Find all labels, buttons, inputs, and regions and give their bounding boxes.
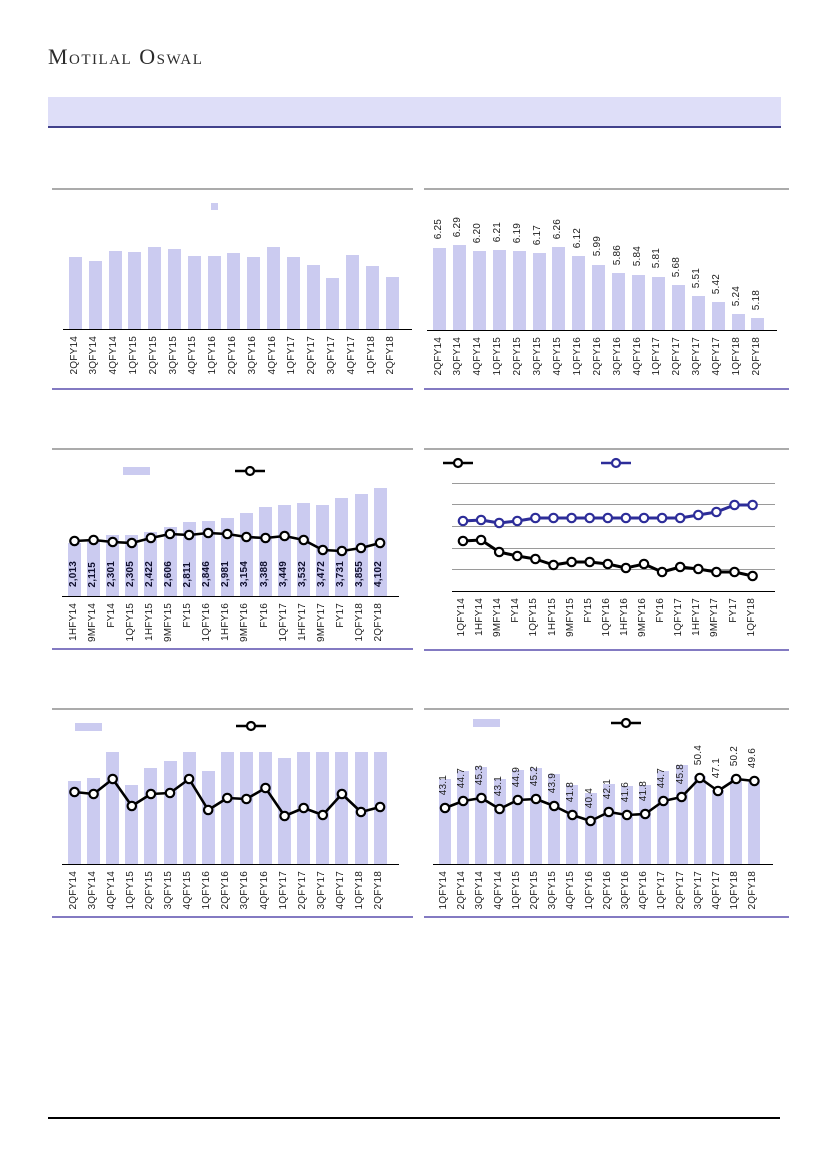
bar [183,752,196,864]
legend-line-swatch [236,720,266,732]
x-axis-label: FY15 [182,603,194,628]
bar [69,257,82,329]
x-axis-label: 2QFY16 [601,871,613,910]
legend-line-swatch [601,457,631,469]
x-axis-label: 1QFY15 [492,337,504,376]
bar [672,285,685,330]
chart-bottom-left-bar-line [52,708,413,918]
bar-value-label: 4,102 [373,560,385,587]
x-axis-label: 2QFY17 [306,336,318,375]
x-axis-label: 1QFY16 [207,336,219,375]
bar-value-label: 5.51 [691,268,703,289]
bar-value-label: 2,422 [143,560,155,587]
bar [109,251,122,329]
x-axis-line [433,864,773,865]
x-axis-label: 3QFY16 [620,871,631,910]
x-axis-line [62,596,399,597]
x-axis-label: 4QFY15 [182,871,194,910]
title-banner [48,97,781,128]
x-axis-label: 1QFY17 [286,336,298,375]
x-axis-label: 2QFY18 [373,871,385,910]
x-axis-line [452,591,775,592]
x-axis-label: FY15 [582,598,594,623]
bar-value-label: 6.25 [432,219,444,240]
x-axis-label: 9MFY15 [163,603,174,642]
bar [221,752,234,864]
x-axis-label: 2QFY17 [296,871,308,910]
bar-value-label: 5.42 [711,274,723,295]
x-axis-label: 1QFY16 [201,603,213,642]
x-axis-label: 3QFY14 [474,871,486,910]
chart-middle-right-lines [424,448,789,651]
x-axis-label: 1QFY16 [201,871,213,910]
bar [106,752,119,864]
bar [125,785,138,864]
legend-bar-swatch [123,467,150,475]
x-axis-label: 4QFY15 [551,337,563,376]
x-axis-label: 2QFY16 [591,337,603,376]
x-axis-label: 2QFY18 [750,337,762,376]
x-axis-label: 3QFY17 [315,871,327,910]
line-value-label: 43.1 [438,774,449,795]
x-axis-label: 4QFY14 [492,871,504,910]
x-axis-label: 1QFY17 [656,871,668,910]
bar [355,752,368,864]
bar-value-label: 6.26 [551,218,563,239]
x-axis-label: 1QFY16 [583,871,595,910]
bar-value-label: 6.12 [571,227,583,249]
bar [513,251,526,330]
bar [68,781,81,864]
bar-value-label: 3,472 [315,560,327,587]
x-axis-label: 3QFY17 [325,336,337,375]
bar-value-label: 6.21 [492,221,504,243]
bar-value-label: 5.18 [750,289,762,311]
line-value-label: 49.6 [747,747,759,768]
bar [89,261,102,329]
x-axis-label: 3QFY16 [246,336,258,375]
x-axis-label: 1QFY16 [571,337,583,376]
x-axis-label: 1QFY14 [456,598,467,637]
chart-bottom-right-bar-line [424,708,789,918]
legend-bar-swatch [211,203,218,210]
x-axis-label: 9MFY16 [239,603,251,642]
x-axis-label: 4QFY16 [638,871,650,910]
bar-value-label: 3,731 [334,560,346,587]
gridline [452,504,775,505]
bar [259,752,272,864]
x-axis-label: 4QFY14 [105,871,117,910]
x-axis-label: 1QFY15 [528,598,540,637]
x-axis-label: 3QFY17 [692,871,704,910]
bar [730,778,742,864]
x-axis-label: FY16 [655,598,667,623]
x-axis-label: 2QFY17 [674,871,686,910]
legend-line-swatch [611,717,641,729]
bar [240,752,253,864]
bar [346,255,359,329]
legend-line-swatch [235,465,265,477]
bar [202,771,215,864]
x-axis-label: 2QFY18 [747,871,759,910]
company-logo: Motilal Oswal [48,44,204,69]
bar-value-label: 2,115 [86,561,98,587]
x-axis-label: 2QFY17 [671,337,683,376]
bar-value-label: 3,388 [258,560,270,587]
line-value-label: 41.8 [638,780,650,801]
x-axis-label: 1QFY17 [673,598,685,637]
bar [694,776,706,864]
bar [148,247,161,329]
legend-line-swatch [443,457,473,469]
x-axis-label: 3QFY15 [547,871,559,910]
bar [278,758,291,864]
line-value-label: 41.6 [620,781,631,802]
x-axis-line [63,329,412,330]
bar [326,278,339,329]
bar-value-label: 5.68 [671,256,683,278]
line-value-label: 44.7 [456,767,468,788]
x-axis-label: FY14 [510,598,522,623]
bar-value-label: 2,305 [124,560,136,587]
x-axis-label: 9MFY17 [315,603,327,642]
x-axis-label: 2QFY18 [373,603,385,642]
line-value-label: 40.4 [583,787,595,808]
gridline [452,526,775,527]
x-axis-label: 9MFY17 [709,598,721,637]
bar-value-label: 5.84 [631,246,643,267]
footer-rule [48,1117,780,1119]
line-value-label: 45.3 [474,764,486,785]
x-axis-label: 1QFY15 [124,603,136,642]
line-value-label: 44.7 [656,767,668,788]
bar-value-label: 5.81 [651,248,663,269]
bar [247,257,260,329]
x-axis-label: FY17 [334,603,346,628]
x-axis-label: 2QFY16 [226,336,238,375]
bar [712,790,724,864]
x-axis-label: 4QFY15 [187,336,199,375]
x-axis-label: 2QFY14 [68,336,80,375]
line-value-label: 50.2 [729,745,741,766]
bar [652,277,665,330]
line-value-label: 43.9 [547,772,559,793]
x-axis-label: 1HFY17 [296,603,308,641]
x-axis-label: 1QFY18 [354,871,365,910]
x-axis-label: 1QFY18 [365,336,377,375]
x-axis-label: 1QFY15 [510,871,522,910]
x-axis-label: 1HFY15 [546,598,558,636]
x-axis-label: 4QFY17 [345,336,357,375]
bar-value-label: 6.19 [512,223,524,244]
bar-value-label: 6.20 [472,222,484,243]
x-axis-line [62,864,399,865]
bar [208,256,221,329]
bar [227,253,240,329]
bar [453,245,466,330]
x-axis-label: 4QFY14 [108,336,120,375]
x-axis-label: 2QFY18 [385,336,397,375]
x-axis-line [427,330,777,331]
x-axis-label: 3QFY15 [163,871,174,910]
gridline [452,548,775,549]
bar [168,249,181,329]
x-axis-label: 9MFY14 [492,598,504,637]
bar [267,247,280,329]
x-axis-label: FY14 [105,603,117,628]
line-value-label: 44.9 [510,766,522,787]
bar-value-label: 2,301 [105,560,117,587]
bar [128,252,141,329]
bar-value-label: 2,846 [201,560,213,587]
bar [316,752,329,864]
bar [592,265,605,330]
bar [473,251,486,330]
bar-value-label: 3,449 [277,560,289,587]
x-axis-label: 4QFY17 [711,337,723,376]
bar [335,752,348,864]
x-axis-label: 4QFY17 [334,871,346,910]
x-axis-label: 1HFY16 [220,603,232,641]
line-value-label: 47.1 [711,757,722,778]
bar [287,257,300,329]
x-axis-label: 3QFY17 [691,337,703,376]
bar-value-label: 2,013 [67,560,79,587]
x-axis-label: 1QFY18 [729,871,741,910]
x-axis-label: 1HFY16 [618,598,630,636]
bar [732,314,745,330]
x-axis-label: 4QFY16 [631,337,643,376]
x-axis-label: 1QFY18 [745,598,757,637]
bar [164,761,177,864]
bar [366,266,379,329]
bar [374,752,387,864]
legend-bar-swatch [473,719,500,727]
line-value-label: 42.1 [601,778,613,799]
bar-value-label: 3,532 [296,560,308,587]
bar-value-label: 3,855 [354,560,365,587]
x-axis-label: 2QFY15 [529,871,540,910]
bar [572,256,585,330]
bar-value-label: 6.29 [452,216,464,237]
bar [612,273,625,330]
x-axis-label: 1QFY17 [651,337,663,376]
x-axis-label: 2QFY15 [147,336,159,375]
x-axis-label: 1QFY18 [731,337,742,376]
bar [748,780,760,864]
x-axis-label: 1QFY17 [277,603,289,642]
bar-value-label: 2,811 [182,561,194,587]
line-value-label: 50.4 [692,744,704,765]
bar [552,247,565,330]
x-axis-label: 1HFY17 [691,598,703,636]
bar [297,752,310,864]
x-axis-label: 3QFY14 [452,337,464,376]
x-axis-label: 3QFY14 [88,336,100,375]
bar-value-label: 5.86 [611,244,623,266]
x-axis-label: 9MFY14 [86,603,98,642]
x-axis-label: 2QFY14 [432,337,444,376]
x-axis-label: 4QFY16 [266,336,278,375]
bar-value-label: 2,981 [220,560,232,587]
x-axis-label: FY16 [258,603,270,628]
bar [751,318,764,330]
legend-bar-swatch [75,723,102,731]
x-axis-label: 1QFY14 [438,871,449,910]
bar-value-label: 3,154 [239,560,251,587]
bar-value-label: 2,606 [163,560,174,587]
x-axis-label: 4QFY16 [258,871,270,910]
bar-value-label: 5.24 [731,285,742,307]
x-axis-label: 1QFY17 [277,871,289,910]
x-axis-label: 1QFY18 [354,603,365,642]
bar [188,256,201,329]
x-axis-label: 9MFY15 [564,598,576,637]
line-value-label: 43.1 [492,775,504,796]
bar [433,248,446,331]
gridline [452,483,775,484]
x-axis-label: 3QFY16 [611,337,623,376]
x-axis-label: 3QFY14 [86,871,98,910]
x-axis-label: 4QFY14 [472,337,484,376]
x-axis-label: 4QFY17 [711,871,722,910]
bar-value-label: 5.99 [591,236,603,257]
bar [144,768,157,864]
bar [87,778,100,864]
x-axis-label: 1HFY14 [474,598,486,636]
bar [493,250,506,330]
x-axis-label: 2QFY14 [67,871,79,910]
x-axis-label: 3QFY15 [532,337,543,376]
chart-top-left-bar [52,188,413,390]
x-axis-label: 4QFY15 [565,871,577,910]
x-axis-label: 1QFY16 [600,598,612,637]
line-value-label: 45.8 [674,763,686,784]
bar [533,253,546,330]
bar-value-label: 6.17 [532,224,543,245]
chart-middle-left-bar-line [52,448,413,650]
x-axis-label: 1QFY15 [127,336,139,375]
bar [692,296,705,330]
gridline [452,569,775,570]
x-axis-label: FY17 [727,598,739,623]
x-axis-label: 2QFY15 [512,337,524,376]
x-axis-label: 2QFY16 [220,871,232,910]
x-axis-label: 1HFY14 [67,603,79,641]
bar [712,302,725,330]
x-axis-label: 3QFY15 [167,336,179,375]
bar [307,265,320,329]
bar [386,277,399,329]
x-axis-label: 2QFY15 [143,871,155,910]
bar [632,275,645,330]
x-axis-label: 9MFY16 [637,598,648,637]
x-axis-label: 3QFY16 [239,871,251,910]
x-axis-label: 1HFY15 [143,603,155,641]
x-axis-label: 1QFY15 [124,871,136,910]
x-axis-label: 2QFY14 [456,871,468,910]
line-value-label: 41.8 [565,781,577,802]
chart-top-right-bar [424,188,789,390]
line-value-label: 45.2 [529,765,540,786]
